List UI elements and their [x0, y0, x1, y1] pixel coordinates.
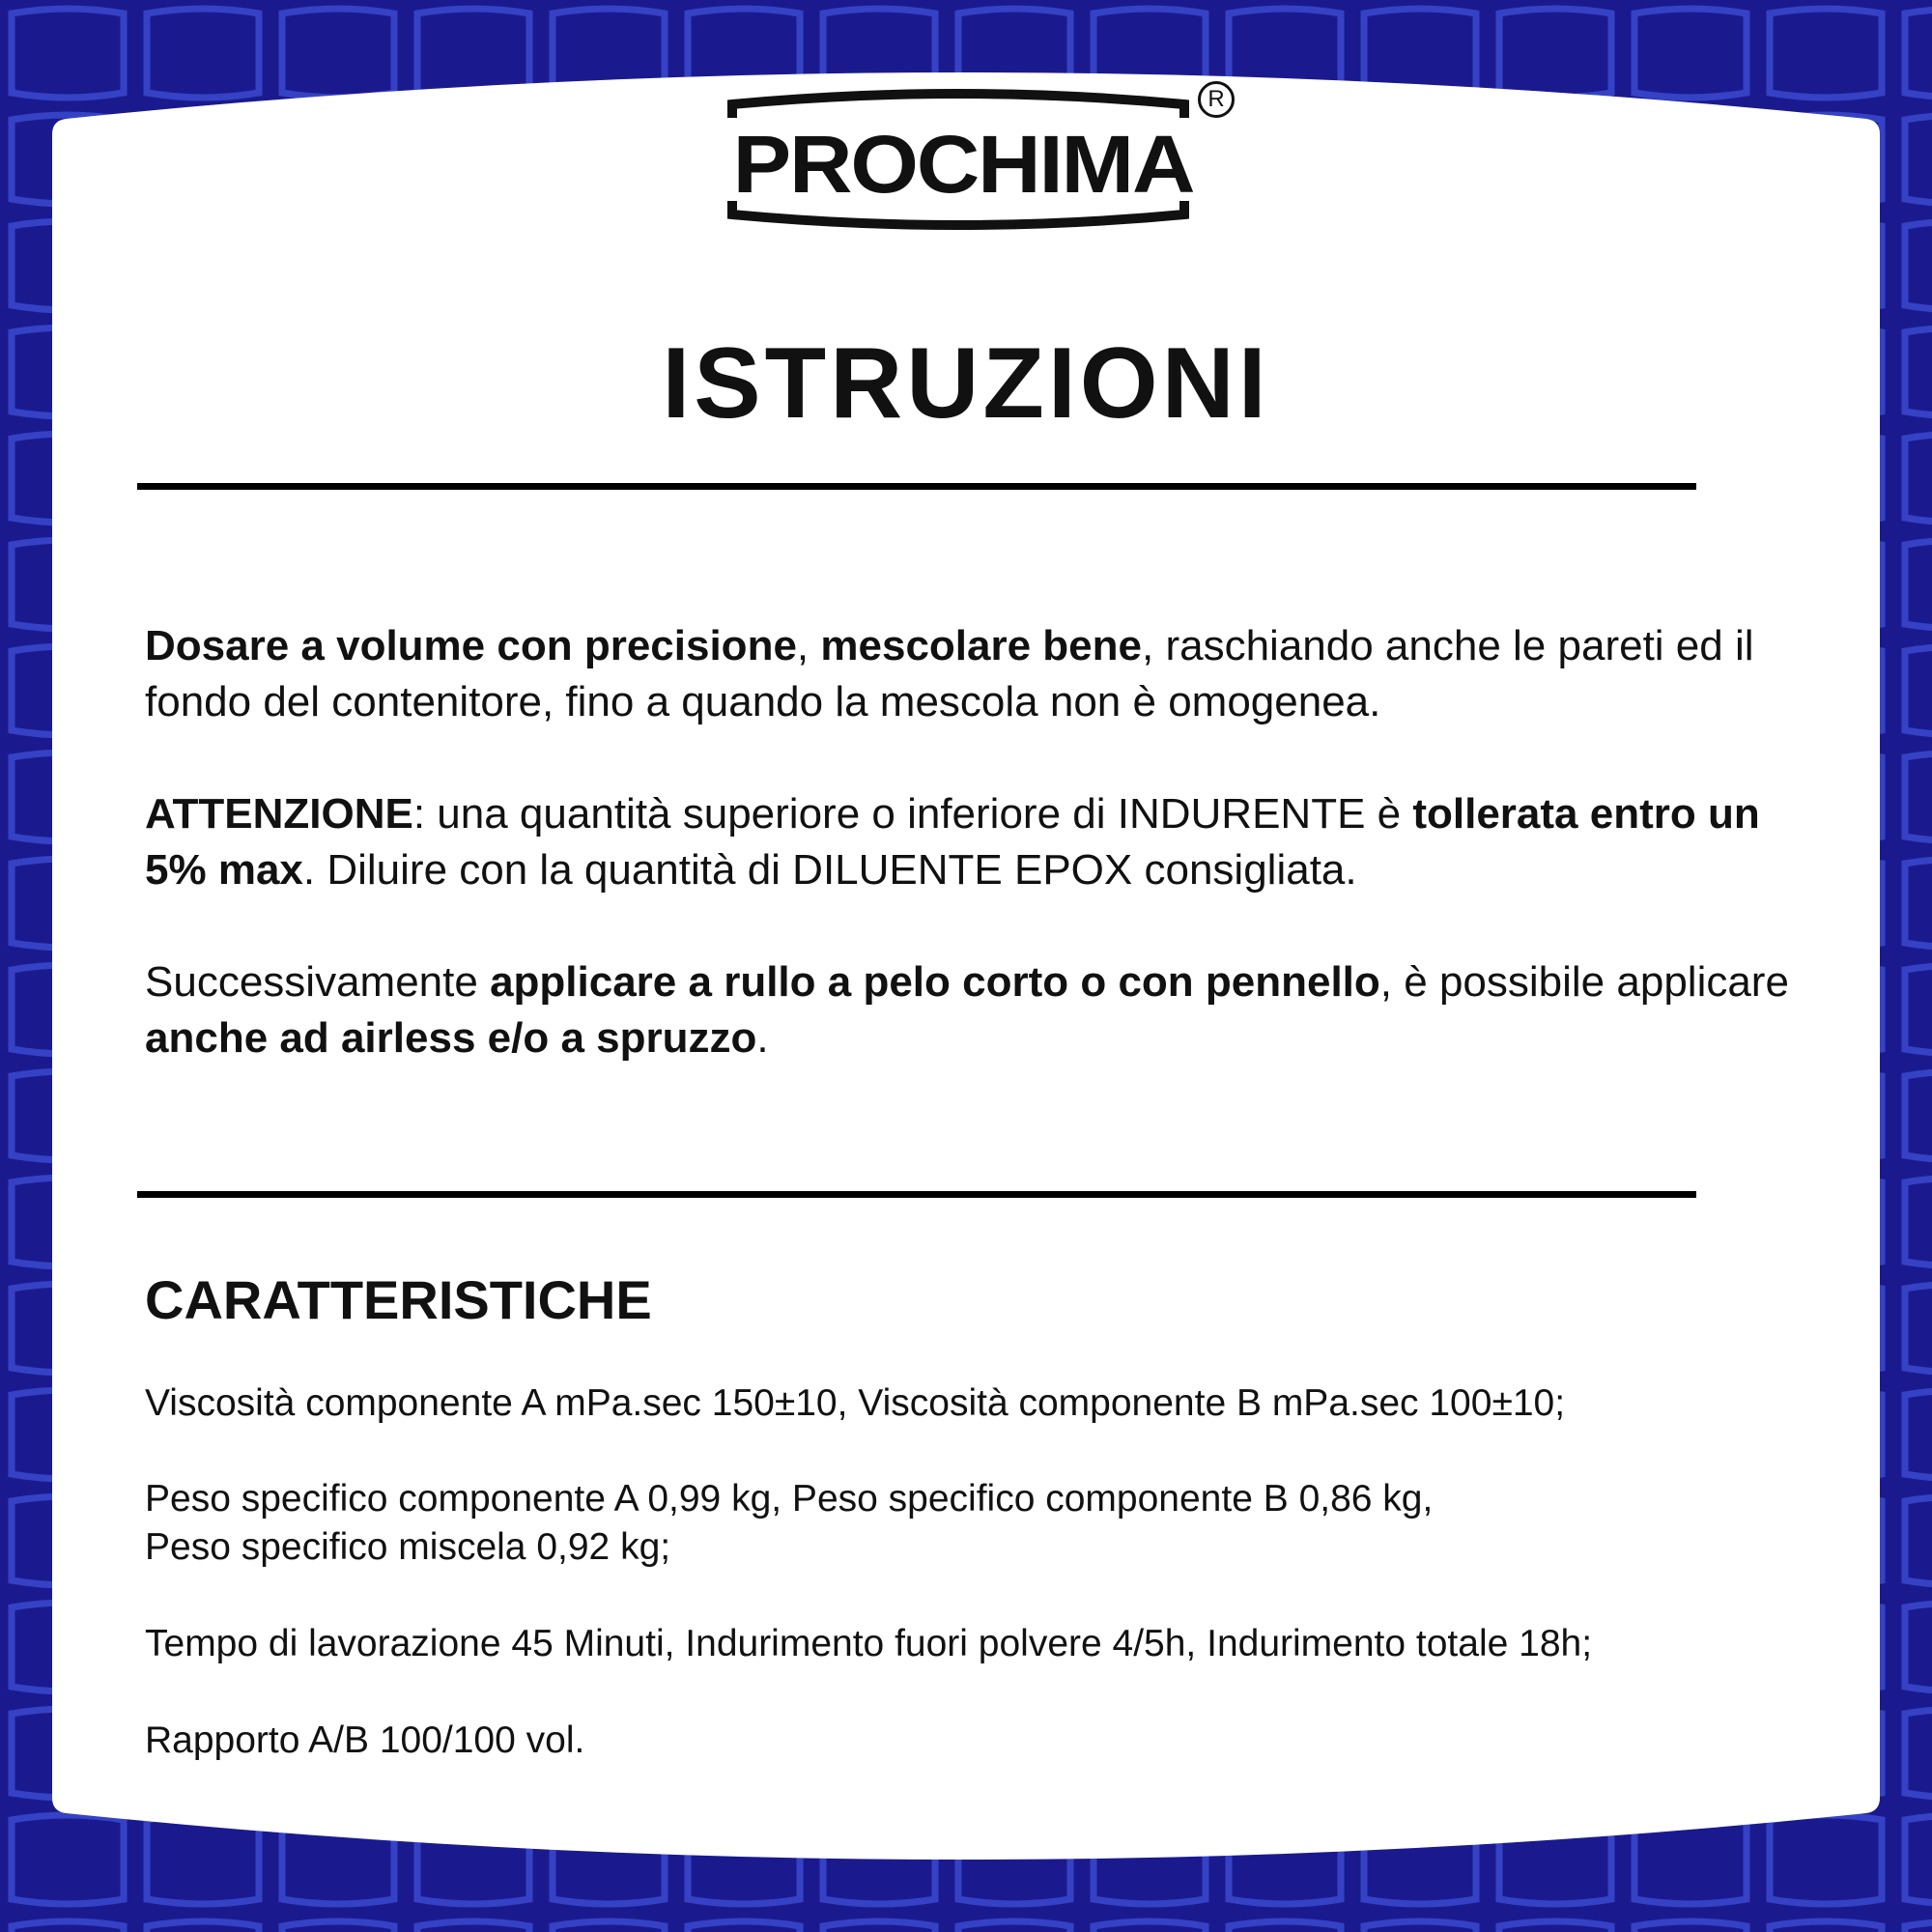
characteristic-times: Tempo di lavorazione 45 Minuti, Indurimento fuori polvere 4/5h, Indurimento totale 18h; [145, 1623, 1593, 1664]
characteristic-specific-weight [145, 1475, 1826, 1572]
weight-line: Peso specifico componente A 0,99 kg, Peso specifico componente B 0,86 kg, [145, 1478, 1434, 1520]
bold-text: applicare a rullo a pelo corto o con pennello [490, 958, 1380, 1006]
characteristic-ratio: Rapporto A/B 100/100 vol. [145, 1719, 585, 1761]
bold-text: anche ad airless e/o a spruzzo [145, 1014, 757, 1062]
body-text: : una quantità superiore o inferiore di INDURENTE è [412, 790, 1413, 838]
bold-text: Dosare a volume con precisione [145, 622, 797, 669]
instruction-application [145, 954, 1826, 1066]
bold-text: ATTENZIONE [145, 790, 413, 838]
bold-text: tollerata entro un 5% max [145, 790, 1760, 894]
divider-top [137, 483, 1696, 490]
instruction-warning [145, 786, 1826, 898]
bold-text: mescolare bene [820, 622, 1142, 669]
body-text: , raschiando anche le pareti ed il fondo del contenitore, fino a quando la mescola non è omogenea. [145, 622, 1754, 725]
body-text: . Diluire con la quantità di DILUENTE EPOX consigliata. [302, 846, 1357, 894]
body-text: Successivamente [145, 958, 491, 1006]
divider-bottom [137, 1191, 1696, 1198]
body-text: . [756, 1014, 769, 1062]
characteristics-heading: CARATTERISTICHE [145, 1269, 652, 1330]
weight-line: Peso specifico miscela 0,92 kg; [145, 1526, 671, 1568]
body-text: , [796, 622, 821, 669]
instruction-mixing [145, 618, 1826, 730]
characteristic-viscosity: Viscosità componente A mPa.sec 150±10, Viscosità componente B mPa.sec 100±10; [145, 1382, 1566, 1424]
body-text: , è possibile applicare [1379, 958, 1789, 1006]
page-title: ISTRUZIONI [662, 327, 1270, 440]
prochima-logo [657, 77, 1275, 242]
brand-wordmark: PROCHIMA [732, 119, 1194, 210]
registered-trademark-icon: R [1198, 81, 1235, 118]
